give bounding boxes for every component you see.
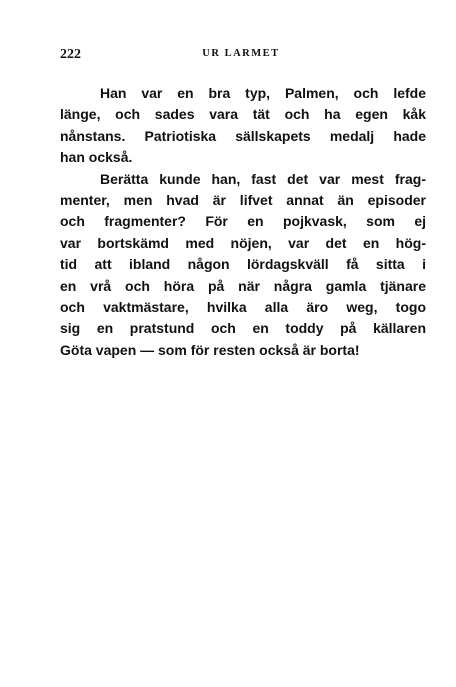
paragraph-1 <box>60 83 426 169</box>
body-text <box>60 83 426 361</box>
text-line: Berätta kunde han, fast det var mest frag- <box>100 170 426 187</box>
text-line: sig en pratstund och en toddy på källaren <box>60 320 426 337</box>
text-line: var bortskämd med nöjen, var det en hög- <box>60 234 426 251</box>
text-line: menter, men hvad är lifvet annat än episoder <box>60 192 426 209</box>
text-line: nånstans. Patriotiska sällskapets medalj hade <box>60 127 426 144</box>
text-line: länge, och sades vara tät och ha egen kåk <box>60 106 426 123</box>
text-line: tid att ibland någon lördagskväll få sitta i <box>60 256 426 273</box>
paragraph-2 <box>60 169 426 362</box>
text-line: och fragmenter? För en pojkvask, som ej <box>60 213 426 230</box>
text-line: Göta vapen — som för resten också är borta! <box>60 341 360 358</box>
text-line: han också. <box>60 149 133 166</box>
page-number: 222 <box>60 47 81 62</box>
page-header <box>60 47 422 67</box>
running-title: UR LARMET <box>202 48 280 59</box>
text-line: Han var en bra typ, Palmen, och lefde <box>100 85 426 101</box>
text-line: en vrå och höra på när några gamla tjänare <box>60 277 426 294</box>
text-line: och vaktmästare, hvilka alla äro weg, togo <box>60 299 426 316</box>
